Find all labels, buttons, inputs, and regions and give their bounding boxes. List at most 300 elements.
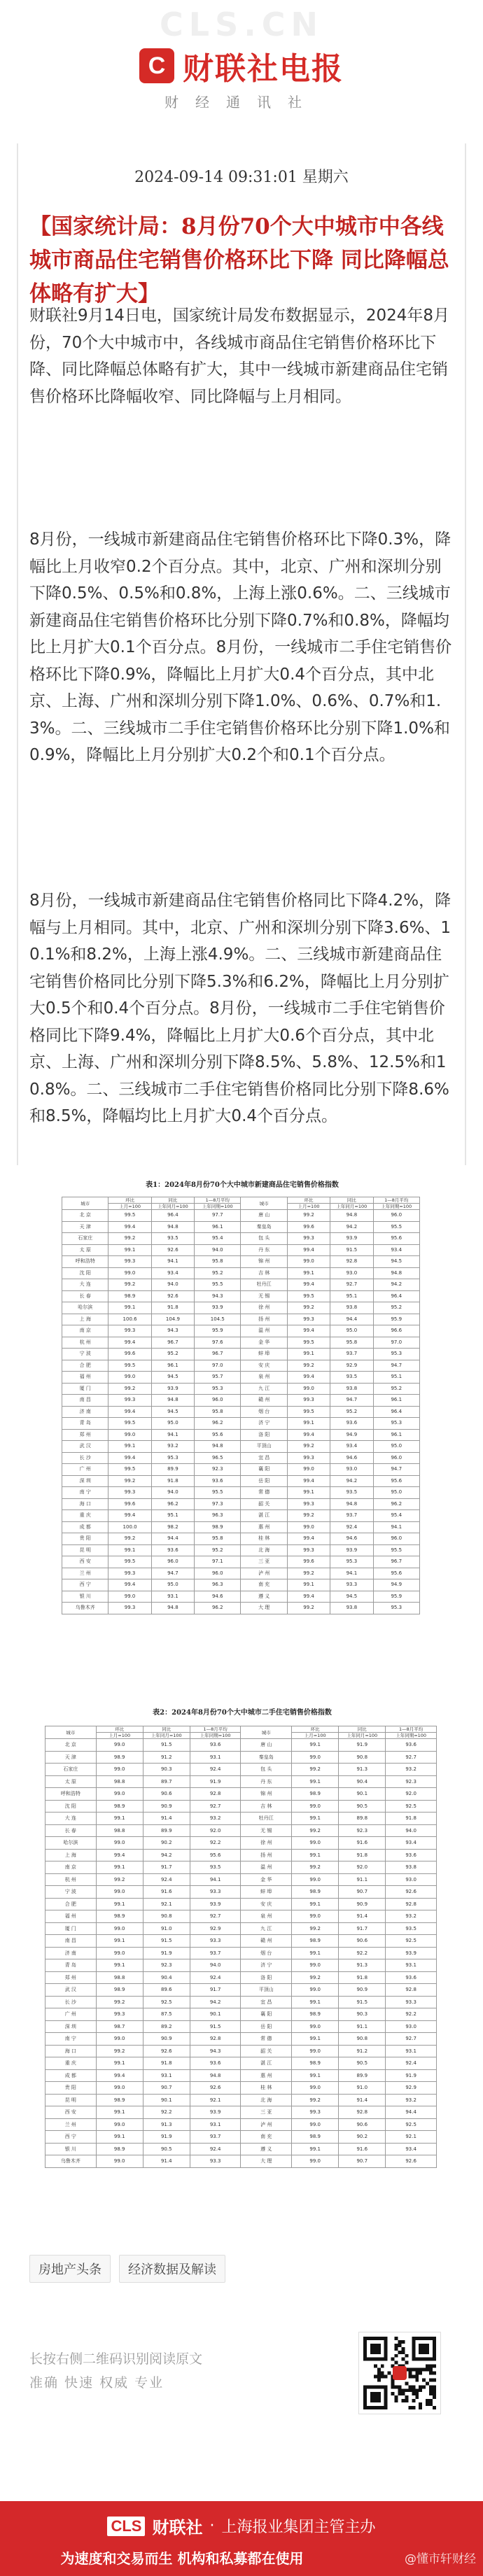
footer-tagline: 为速度和交易而生 机构和私募都在使用 — [60, 2550, 304, 2567]
index-cell: 94.0 — [151, 1487, 194, 1499]
index-cell: 94.0 — [386, 1824, 437, 1837]
index-cell: 99.1 — [96, 2131, 143, 2144]
index-cell: 90.6 — [339, 1935, 386, 1948]
index-cell: 99.2 — [108, 1279, 151, 1291]
table-row — [62, 1556, 420, 1568]
city-cell: 三 亚 — [241, 2106, 292, 2119]
index-cell: 92.4 — [190, 2143, 241, 2155]
index-cell: 92.4 — [143, 1873, 190, 1886]
city-cell: 蚌 埠 — [241, 1886, 292, 1899]
city-cell: 沈 阳 — [62, 1267, 108, 1279]
city-cell: 安 庆 — [241, 1898, 292, 1910]
index-cell: 99.2 — [287, 1302, 330, 1314]
index-cell: 99.4 — [287, 1475, 330, 1487]
tag-list — [29, 2255, 225, 2283]
city-cell: 襄 阳 — [241, 2008, 292, 2021]
index-cell: 99.0 — [292, 1984, 339, 1997]
city-cell: 金 华 — [241, 1873, 292, 1886]
city-cell: 丹 东 — [241, 1244, 287, 1256]
index-cell: 93.5 — [386, 1922, 437, 1935]
index-cell: 94.1 — [373, 1521, 419, 1533]
index-cell: 91.4 — [143, 2155, 190, 2168]
index-cell: 98.9 — [96, 1751, 143, 1764]
index-cell: 96.3 — [195, 1579, 241, 1591]
table-row — [62, 1302, 420, 1314]
index-cell: 93.2 — [386, 1910, 437, 1923]
index-cell: 99.3 — [108, 1568, 151, 1579]
index-cell: 92.8 — [190, 1788, 241, 1801]
index-cell: 95.2 — [373, 1302, 419, 1314]
column-group-header: 同比 — [143, 1726, 190, 1733]
city-cell: 岳 阳 — [241, 2020, 292, 2033]
index-cell: 96.5 — [195, 1452, 241, 1464]
table-row — [62, 1233, 420, 1245]
index-cell: 95.2 — [195, 1267, 241, 1279]
city-cell: 南 充 — [241, 1579, 287, 1591]
index-cell: 99.4 — [287, 1244, 330, 1256]
index-cell: 90.7 — [143, 2082, 190, 2095]
index-cell: 99.1 — [108, 1244, 151, 1256]
table-row — [46, 2069, 437, 2082]
index-cell: 99.0 — [108, 1372, 151, 1384]
index-cell: 91.5 — [330, 1244, 373, 1256]
index-cell: 92.4 — [330, 1521, 373, 1533]
index-cell: 99.3 — [287, 1395, 330, 1407]
column-header: 城市 — [46, 1726, 97, 1739]
table-row — [62, 1210, 420, 1222]
index-cell: 93.4 — [330, 1441, 373, 1453]
index-cell: 95.3 — [151, 1452, 194, 1464]
index-cell: 96.1 — [195, 1221, 241, 1233]
index-cell: 99.1 — [292, 1996, 339, 2008]
table-row — [62, 1418, 420, 1430]
index-cell: 93.3 — [386, 1996, 437, 2008]
index-cell: 95.3 — [330, 1556, 373, 1568]
table-row — [62, 1360, 420, 1372]
table-row — [46, 1886, 437, 1899]
footer-banner — [0, 2501, 483, 2576]
index-cell: 93.9 — [330, 1233, 373, 1245]
city-cell: 南 京 — [62, 1325, 108, 1337]
index-cell: 92.6 — [151, 1244, 194, 1256]
index-cell: 99.0 — [292, 2155, 339, 2168]
index-cell: 92.0 — [386, 1788, 437, 1801]
index-cell: 91.5 — [190, 2020, 241, 2033]
city-cell: 金 华 — [241, 1337, 287, 1349]
index-cell: 95.5 — [373, 1221, 419, 1233]
index-cell: 90.6 — [339, 2118, 386, 2131]
table-row — [62, 1290, 420, 1302]
city-cell: 温 州 — [241, 1325, 287, 1337]
index-cell: 91.1 — [339, 1873, 386, 1886]
column-header: 上年同期=100 — [190, 1733, 241, 1739]
column-group-header: 同比 — [339, 1726, 386, 1733]
city-cell: 唐 山 — [241, 1739, 292, 1752]
index-cell: 93.0 — [330, 1464, 373, 1476]
index-cell: 99.4 — [108, 1452, 151, 1464]
city-cell: 锦 州 — [241, 1256, 287, 1268]
index-cell: 99.5 — [108, 1418, 151, 1430]
index-cell: 92.4 — [190, 1971, 241, 1984]
column-header: 上月=100 — [108, 1204, 151, 1210]
index-cell: 94.1 — [190, 1873, 241, 1886]
index-cell: 99.3 — [287, 1233, 330, 1245]
table-row — [46, 1837, 437, 1850]
index-cell: 93.3 — [330, 1579, 373, 1591]
index-cell: 99.2 — [108, 1533, 151, 1545]
index-cell: 90.5 — [143, 2143, 190, 2155]
index-cell: 93.7 — [330, 1510, 373, 1522]
index-cell: 97.0 — [195, 1360, 241, 1372]
table-row — [46, 2008, 437, 2021]
cls-logo-icon: C — [139, 48, 174, 83]
index-cell: 94.7 — [151, 1568, 194, 1579]
index-cell: 94.4 — [330, 1314, 373, 1325]
index-cell: 90.4 — [339, 1775, 386, 1788]
index-cell: 94.8 — [330, 1498, 373, 1510]
city-cell: 太 原 — [46, 1775, 97, 1788]
index-cell: 99.2 — [287, 1360, 330, 1372]
index-cell: 90.2 — [339, 2131, 386, 2144]
index-cell: 91.4 — [339, 1910, 386, 1923]
table-row — [46, 2131, 437, 2144]
city-cell: 九 江 — [241, 1383, 287, 1395]
index-cell: 92.6 — [143, 2045, 190, 2057]
index-cell: 99.1 — [292, 1849, 339, 1861]
table-row — [62, 1383, 420, 1395]
city-cell: 湛 江 — [241, 1510, 287, 1522]
index-cell: 96.0 — [151, 1556, 194, 1568]
city-cell: 韶 关 — [241, 2045, 292, 2057]
city-cell: 太 原 — [62, 1244, 108, 1256]
index-cell: 93.8 — [330, 1383, 373, 1395]
index-cell: 99.0 — [96, 1764, 143, 1776]
table-row — [62, 1533, 420, 1545]
index-cell: 95.2 — [195, 1544, 241, 1556]
frame-left-border — [17, 143, 18, 1165]
index-cell: 98.2 — [151, 1521, 194, 1533]
index-cell: 99.0 — [292, 1751, 339, 1764]
index-cell: 94.7 — [373, 1464, 419, 1476]
index-cell: 96.2 — [195, 1418, 241, 1430]
table-row — [62, 1279, 420, 1291]
footer-brand: 财联社 — [152, 2517, 203, 2538]
index-cell: 93.1 — [386, 1959, 437, 1972]
table-row — [46, 1898, 437, 1910]
index-cell: 92.6 — [151, 1290, 194, 1302]
city-cell: 丹 东 — [241, 1775, 292, 1788]
index-cell: 99.1 — [108, 1302, 151, 1314]
index-cell: 92.8 — [190, 2033, 241, 2046]
city-cell: 南 昌 — [62, 1395, 108, 1407]
city-cell: 西 安 — [46, 2106, 97, 2119]
column-group-header: 环比 — [96, 1726, 143, 1733]
table-caption: 表2：2024年8月份70个大中城市二手住宅销售价格指数 — [153, 1709, 332, 1717]
index-cell: 99.1 — [96, 1898, 143, 1910]
index-cell: 92.7 — [190, 1910, 241, 1923]
index-cell: 92.8 — [339, 2106, 386, 2119]
index-cell: 93.6 — [195, 1475, 241, 1487]
index-cell: 95.8 — [330, 1337, 373, 1349]
table-group-header — [62, 1197, 420, 1204]
city-cell: 北 海 — [241, 2094, 292, 2106]
index-cell: 99.6 — [287, 1556, 330, 1568]
index-cell: 92.1 — [143, 1898, 190, 1910]
index-cell: 94.8 — [190, 2069, 241, 2082]
index-cell: 91.2 — [339, 2045, 386, 2057]
index-cell: 95.1 — [373, 1372, 419, 1384]
index-cell: 99.4 — [108, 1406, 151, 1418]
column-header: 上年同月=100 — [151, 1204, 194, 1210]
index-cell: 93.2 — [151, 1441, 194, 1453]
city-cell: 洛 阳 — [241, 1971, 292, 1984]
index-cell: 99.4 — [287, 1429, 330, 1441]
index-cell: 98.9 — [292, 2008, 339, 2021]
index-cell: 94.8 — [151, 1221, 194, 1233]
index-cell: 95.1 — [330, 1290, 373, 1302]
table-row — [46, 2106, 437, 2119]
index-cell: 93.9 — [190, 2106, 241, 2119]
index-cell: 95.9 — [373, 1591, 419, 1603]
index-cell: 93.0 — [386, 1873, 437, 1886]
index-cell: 91.8 — [143, 2057, 190, 2070]
table-row — [62, 1521, 420, 1533]
index-cell: 92.5 — [386, 1935, 437, 1948]
index-cell: 99.5 — [287, 1290, 330, 1302]
tag-real-estate[interactable]: 房地产头条 — [29, 2255, 111, 2283]
city-cell: 韶 关 — [241, 1498, 287, 1510]
table-row — [46, 1959, 437, 1972]
index-cell: 94.8 — [373, 1267, 419, 1279]
index-cell: 99.1 — [287, 1418, 330, 1430]
index-cell: 91.0 — [143, 1922, 190, 1935]
city-cell: 哈尔滨 — [62, 1302, 108, 1314]
index-cell: 93.4 — [386, 1837, 437, 1850]
table-row — [62, 1475, 420, 1487]
index-cell: 93.6 — [330, 1418, 373, 1430]
column-header: 上月=100 — [287, 1204, 330, 1210]
table-row — [62, 1441, 420, 1453]
index-cell: 93.3 — [190, 1886, 241, 1899]
column-header: 城市 — [241, 1197, 287, 1210]
index-cell: 92.7 — [386, 2033, 437, 2046]
article-title: 【国家统计局：8月份70个大中城市中各线城市商品住宅销售价格环比下降 同比降幅总体略有扩大】 — [29, 214, 449, 307]
index-cell: 93.6 — [190, 2057, 241, 2070]
index-cell: 92.7 — [190, 1800, 241, 1813]
city-cell: 扬 州 — [241, 1314, 287, 1325]
index-cell: 92.8 — [386, 1984, 437, 1997]
index-cell: 99.1 — [96, 2106, 143, 2119]
index-cell: 95.7 — [195, 1372, 241, 1384]
table-caption: 表1：2024年8月份70个大中城市新建商品住宅销售价格指数 — [146, 1181, 339, 1189]
city-cell: 济 南 — [46, 1947, 97, 1959]
city-cell: 北 京 — [62, 1210, 108, 1222]
table-row — [62, 1395, 420, 1407]
index-cell: 90.7 — [339, 2155, 386, 2168]
index-cell: 99.1 — [292, 1775, 339, 1788]
index-cell: 99.0 — [96, 2082, 143, 2095]
index-cell: 94.2 — [330, 1221, 373, 1233]
city-cell: 三 亚 — [241, 1556, 287, 1568]
city-cell: 宜 昌 — [241, 1996, 292, 2008]
index-cell: 91.9 — [386, 2069, 437, 2082]
index-cell: 93.1 — [190, 2118, 241, 2131]
index-cell: 93.1 — [386, 2045, 437, 2057]
city-cell: 宁 波 — [46, 1886, 97, 1899]
index-cell: 99.5 — [108, 1210, 151, 1222]
city-cell: 长 春 — [46, 1824, 97, 1837]
index-cell: 99.4 — [287, 1372, 330, 1384]
city-cell: 洛 阳 — [241, 1429, 287, 1441]
index-cell: 91.9 — [143, 1947, 190, 1959]
index-cell: 95.6 — [190, 1849, 241, 1861]
index-cell: 91.8 — [339, 1971, 386, 1984]
index-cell: 99.2 — [108, 1475, 151, 1487]
city-cell: 沈 阳 — [46, 1800, 97, 1813]
column-header: 上年同期=100 — [373, 1204, 419, 1210]
index-cell: 95.6 — [373, 1568, 419, 1579]
index-cell: 92.6 — [190, 2082, 241, 2095]
index-cell: 94.3 — [151, 1325, 194, 1337]
index-cell: 93.7 — [330, 1349, 373, 1360]
index-cell: 95.0 — [151, 1579, 194, 1591]
index-cell: 92.3 — [143, 1959, 190, 1972]
city-cell: 重 庆 — [62, 1510, 108, 1522]
index-cell: 89.8 — [339, 1813, 386, 1825]
index-cell: 93.8 — [330, 1603, 373, 1614]
index-cell: 99.4 — [287, 1533, 330, 1545]
city-cell: 厦 门 — [46, 1922, 97, 1935]
index-cell: 92.1 — [190, 2094, 241, 2106]
city-cell: 大 理 — [241, 1603, 287, 1614]
city-cell: 泸 州 — [241, 2118, 292, 2131]
index-cell: 94.4 — [151, 1533, 194, 1545]
index-cell: 99.2 — [292, 1861, 339, 1874]
index-cell: 93.7 — [190, 1947, 241, 1959]
city-cell: 吉 林 — [241, 1267, 287, 1279]
index-cell: 92.2 — [386, 2008, 437, 2021]
city-cell: 北 海 — [241, 1544, 287, 1556]
table-row — [62, 1244, 420, 1256]
city-cell: 重 庆 — [46, 2057, 97, 2070]
table-row — [62, 1325, 420, 1337]
qr-tip — [29, 2347, 202, 2395]
index-cell: 94.2 — [330, 1475, 373, 1487]
index-cell: 99.1 — [292, 1813, 339, 1825]
index-cell: 91.8 — [339, 1849, 386, 1861]
city-cell: 海 口 — [46, 2045, 97, 2057]
index-cell: 99.0 — [292, 1873, 339, 1886]
index-cell: 93.7 — [190, 2131, 241, 2144]
index-cell: 93.5 — [151, 1233, 194, 1245]
index-cell: 99.3 — [108, 1603, 151, 1614]
city-cell: 锦 州 — [241, 1788, 292, 1801]
index-cell: 91.2 — [143, 1751, 190, 1764]
city-cell: 长 沙 — [46, 1996, 97, 2008]
article-paragraph: 8月份，一线城市新建商品住宅销售价格同比下降4.2%，降幅与上月相同。其中，北京、广州和深圳分别下降3.6%、10.1%和8.2%，上海上涨4.9%。二、三线城市新建商品住宅销售价格同比分别下降5.3%和6.2%，降幅比上月分别扩大0.5个和0.4个百分点。8月份，一线城市二手住宅销售价格同比下降9.4%，降幅比上月扩大0.6个百分点，其中北京、上海、广州和深圳分别下降8.5%、5.8%、12.5%和10.8%。二、三线城市二手住宅销售价格同比分别下降8.6%和8.5%，降幅均比上月扩大0.4个百分点。 — [29, 892, 451, 1125]
index-cell: 92.5 — [143, 1996, 190, 2008]
index-cell: 98.9 — [96, 1984, 143, 1997]
index-cell: 89.6 — [143, 1984, 190, 1997]
index-cell: 98.9 — [96, 1910, 143, 1923]
index-cell: 99.1 — [96, 2057, 143, 2070]
index-cell: 91.8 — [151, 1475, 194, 1487]
table-row — [62, 1337, 420, 1349]
index-cell: 95.0 — [373, 1487, 419, 1499]
city-cell: 南 充 — [241, 2131, 292, 2144]
city-cell: 乌鲁木齐 — [46, 2155, 97, 2168]
index-cell: 93.4 — [151, 1267, 194, 1279]
index-cell: 91.6 — [143, 1886, 190, 1899]
city-cell: 上 海 — [46, 1849, 97, 1861]
index-cell: 94.0 — [190, 1959, 241, 1972]
index-cell: 96.7 — [195, 1349, 241, 1360]
index-cell: 91.3 — [339, 1959, 386, 1972]
city-cell: 牡丹江 — [241, 1279, 287, 1291]
city-cell: 包 头 — [241, 1233, 287, 1245]
table-row — [62, 1464, 420, 1476]
qr-code-icon[interactable] — [358, 2332, 441, 2414]
column-group-header: 1—8月平均 — [386, 1726, 437, 1733]
index-cell: 99.0 — [292, 2020, 339, 2033]
table-row — [46, 1739, 437, 1752]
city-cell: 广 州 — [62, 1464, 108, 1476]
publish-date: 2024-09-14 09:31:01 星期六 — [134, 169, 349, 186]
table-row — [62, 1510, 420, 1522]
city-cell: 蚌 埠 — [241, 1349, 287, 1360]
city-cell: 天 津 — [46, 1751, 97, 1764]
city-cell: 扬 州 — [241, 1849, 292, 1861]
index-cell: 99.2 — [292, 1824, 339, 1837]
index-cell: 89.7 — [143, 1775, 190, 1788]
index-cell: 99.0 — [96, 1922, 143, 1935]
tag-economic-data[interactable]: 经济数据及解读 — [119, 2255, 225, 2283]
index-cell: 89.9 — [339, 2069, 386, 2082]
index-cell: 92.4 — [190, 1764, 241, 1776]
city-cell: 呼和浩特 — [62, 1256, 108, 1268]
index-cell: 91.1 — [339, 2020, 386, 2033]
index-cell: 93.9 — [151, 1383, 194, 1395]
index-cell: 96.1 — [151, 1360, 194, 1372]
city-cell: 西 宁 — [62, 1579, 108, 1591]
table-second-hand-price-index — [29, 1656, 455, 2237]
table-row — [46, 1984, 437, 1997]
city-cell: 南 京 — [46, 1861, 97, 1874]
index-cell: 99.2 — [96, 2045, 143, 2057]
index-cell: 94.7 — [330, 1395, 373, 1407]
index-cell: 95.5 — [195, 1279, 241, 1291]
index-cell: 91.0 — [339, 2082, 386, 2095]
index-cell: 91.7 — [143, 1861, 190, 1874]
table-row — [46, 1996, 437, 2008]
index-cell: 92.2 — [190, 1837, 241, 1850]
qr-tip-line: 长按右侧二维码识别阅读原文 — [29, 2351, 203, 2367]
index-cell: 99.2 — [96, 1873, 143, 1886]
column-header: 上年同期=100 — [195, 1204, 241, 1210]
index-cell: 99.0 — [96, 1837, 143, 1850]
index-cell: 99.1 — [287, 1349, 330, 1360]
index-cell: 96.6 — [373, 1325, 419, 1337]
index-cell: 95.3 — [373, 1418, 419, 1430]
index-cell: 99.3 — [108, 1487, 151, 1499]
index-cell: 94.0 — [195, 1244, 241, 1256]
index-cell: 91.9 — [339, 1739, 386, 1752]
city-cell: 杭 州 — [46, 1873, 97, 1886]
city-cell: 惠 州 — [241, 2069, 292, 2082]
table-row — [62, 1267, 420, 1279]
index-cell: 89.2 — [143, 2020, 190, 2033]
index-cell: 94.6 — [330, 1452, 373, 1464]
